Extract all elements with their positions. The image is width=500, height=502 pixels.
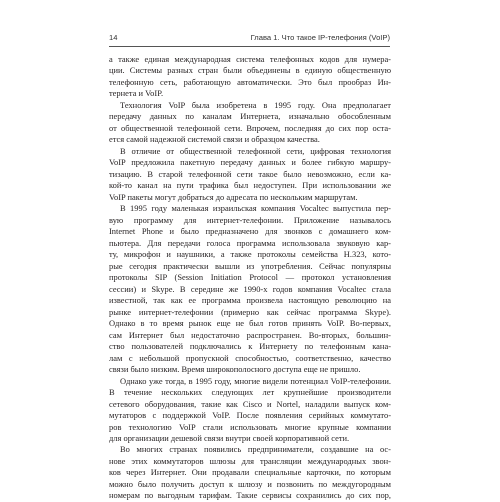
text-line: Однако уже тогда, в 1995 году, многие видели потенциал VoIP-телефонии. [120,375,391,386]
text-line: Технология VoIP была изобретена в 1995 году. Она предполагает [120,99,391,110]
header-rule [109,46,390,47]
text-line: известной, так как ее программа произвела настоящую революцию на [109,295,391,306]
text-line: VoIP пакеты могут добраться до адресата по нескольким маршрутам. [109,191,358,202]
text-line: ство пользователей подключались к Интернету по телефонным кана- [109,341,391,352]
text-line: от общественной телефонной сети. Впрочем, последняя до сих пор оста- [109,122,391,133]
body-text [109,54,391,502]
page-number: 14 [109,33,118,42]
text-line: протоколы SIP (Session Initiation Protocol — протокол установления [109,272,391,283]
text-line: вую программу для интернет-телефонии. Приложение называлось [109,214,391,225]
text-line: рынке интернет-телефонии (примерно как сейчас программа Skype). [109,306,391,317]
text-line: тизацию. В старой телефонной сети такое было невозможно, если ка- [109,168,391,179]
text-line: Во многих странах появились предприниматели, создавшие на ос- [120,444,391,455]
text-line: В отличие от общественной телефонной сети, цифровая технология [120,145,391,156]
text-line: сетевого оборудования, такие как Cisco и Nortel, наладили выпуск ком- [109,398,391,409]
text-line: кой-то канал на пути трафика был недоступен. При использовании же [109,180,391,191]
paragraph [109,100,391,146]
paragraph [109,203,391,375]
text-line: можно было получить доступ к шлюзу и позвонить по междугородным [109,478,391,489]
paragraph [109,54,391,100]
text-line: ется самой надежной системой связи и образцом качества. [109,134,320,145]
text-line: Internet Phone и было предназначено для звонков с домашнего ком- [109,226,391,237]
text-line: сам Интернет был недостаточно распространен. Во-вторых, большин- [109,329,391,340]
text-line: а также единая международная система телефонных кодов для нумера- [109,54,391,64]
text-line: мутаторов с поддержкой VoIP. После появления серийных коммутато- [109,410,391,421]
text-line: ров технологию VoIP стали использовать многие крупные компании [109,421,391,432]
text-line: лам с небольшой пропускной способностью, соответственно, качество [109,352,391,363]
text-line: для организации дешевой связи внутри своей корпоративной сети. [109,432,350,443]
paragraph [109,444,391,501]
text-line: пьютера. Для передачи голоса программа использовала звуковую кар- [109,237,391,248]
text-line: В течение нескольких следующих лет крупнейшие производители [109,387,391,398]
text-line: телефонную сеть, работающую автоматически. Это был прообраз Ин- [109,76,391,87]
text-line: VoIP предложила пакетную передачу данных и более гибкую маршру- [109,157,391,168]
text-line: В 1995 году маленькая израильская компания Vocaltec выпустила пер- [120,203,391,214]
text-line: ции. Системы разных стран были объединены в единую общественную [109,65,391,76]
text-line: сессии) и Skype. В середине же 1990-х годов компания Vocaltec стала [109,283,391,294]
text-line: связи было низким. Время широкополосного доступа еще не пришло. [109,364,361,375]
text-line: ков через Интернет. Они продавали специальные карточки, по которым [109,467,391,478]
text-line: Однако в то время рынок еще не был готов принять VoIP. Во-первых, [109,318,391,329]
paragraph [109,146,391,203]
text-line: передачу данных по каналам Интернета, изначально обособленным [109,111,391,122]
text-line: рые сегодня практически вышли из употребления. Сейчас популярны [109,260,391,271]
paragraph [109,376,391,445]
text-line: номерам по выгодным тарифам. Такие сервисы сохранились до сих пор, [109,490,391,501]
text-line: тернета и VoIP. [109,88,164,99]
chapter-title: Глава 1. Что такое IP-телефония (VoIP) [250,33,390,42]
running-header [109,33,390,45]
text-line: нове этих коммутаторов шлюзы для трансляции международных звон- [109,455,391,466]
text-line: ту, микрофон и наушники, а также протоколы семейства H.323, кото- [109,249,391,260]
